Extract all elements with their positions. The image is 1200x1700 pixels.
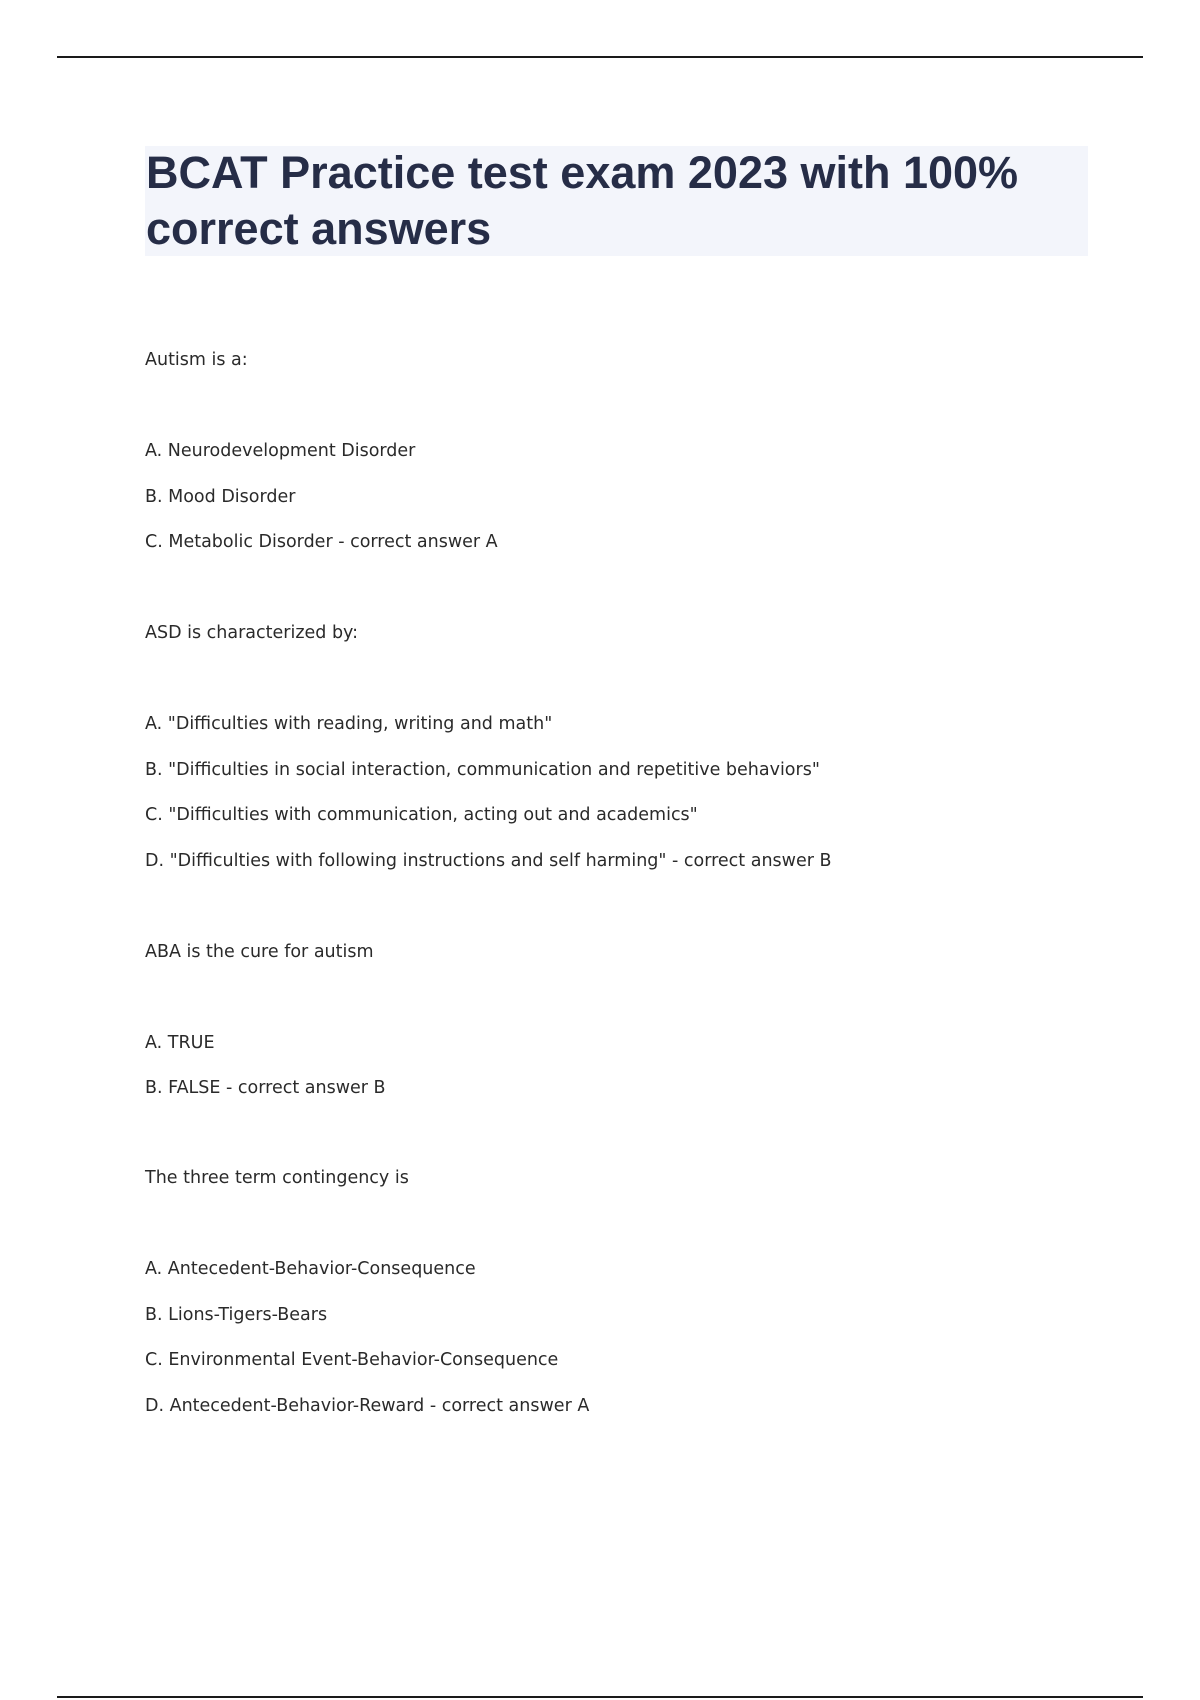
question-2-option-d: D. "Difficulties with following instructions and self harming" - correct answer B xyxy=(145,851,832,871)
document-title: BCAT Practice test exam 2023 with 100% correct answers xyxy=(146,147,1019,254)
top-rule xyxy=(57,56,1143,58)
question-4-option-d: D. Antecedent-Behavior-Reward - correct answer A xyxy=(145,1396,590,1416)
question-3-option-a: A. TRUE xyxy=(145,1033,215,1053)
question-4-option-c: C. Environmental Event-Behavior-Consequence xyxy=(145,1350,559,1370)
question-1-option-c: C. Metabolic Disorder - correct answer A xyxy=(145,532,498,552)
question-4-prompt: The three term contingency is xyxy=(145,1168,409,1188)
question-2-option-c: C. "Difficulties with communication, acting out and academics" xyxy=(145,805,698,825)
question-1-option-a: A. Neurodevelopment Disorder xyxy=(145,441,416,461)
question-4-option-b: B. Lions-Tigers-Bears xyxy=(145,1305,328,1325)
question-4-option-a: A. Antecedent-Behavior-Consequence xyxy=(145,1259,476,1279)
question-3-option-b: B. FALSE - correct answer B xyxy=(145,1078,386,1098)
question-2-prompt: ASD is characterized by: xyxy=(145,623,359,643)
question-3-prompt: ABA is the cure for autism xyxy=(145,942,374,962)
question-2-option-b: B. "Difficulties in social interaction, communication and repetitive behaviors" xyxy=(145,760,820,780)
bottom-rule xyxy=(57,1696,1143,1698)
question-2-option-a: A. "Difficulties with reading, writing and math" xyxy=(145,714,553,734)
question-1-prompt: Autism is a: xyxy=(145,350,248,370)
question-1-option-b: B. Mood Disorder xyxy=(145,487,296,507)
